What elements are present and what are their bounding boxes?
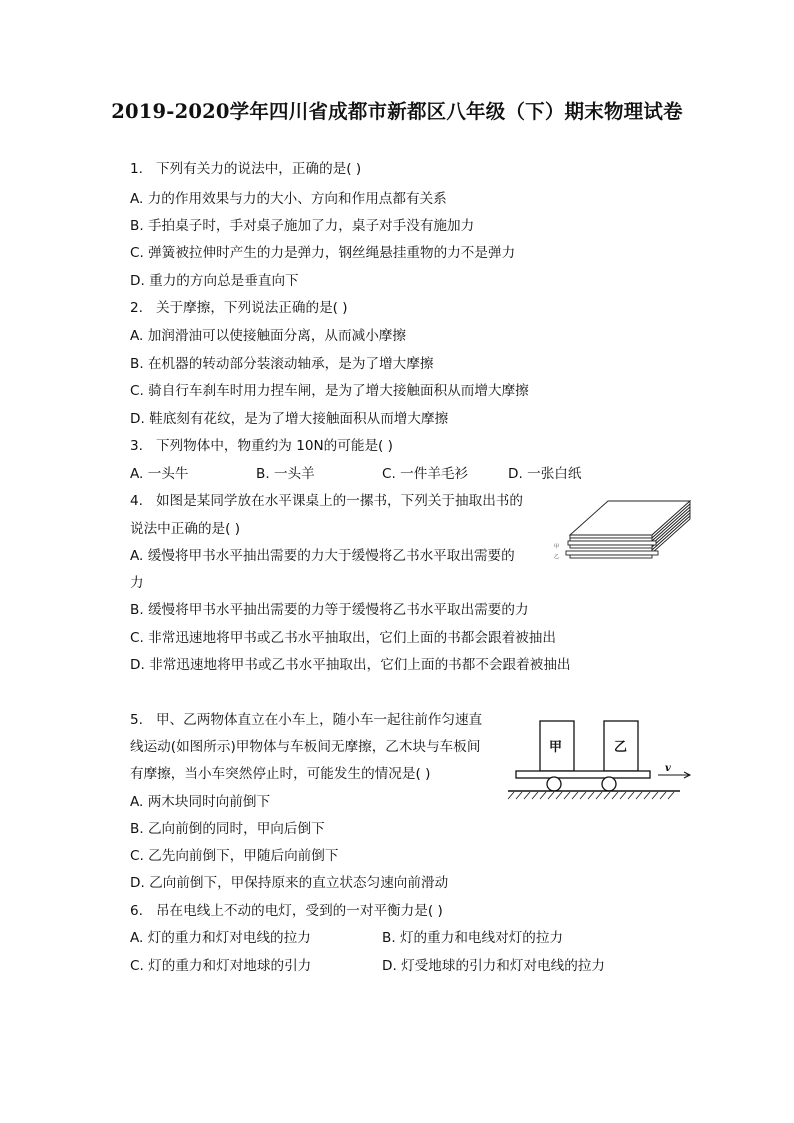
q2-option-d: D. 鞋底刻有花纹，是为了增大接触面积从而增大摩擦 xyxy=(130,411,449,427)
question-text: 下列有关力的说法中，正确的是( ) xyxy=(155,161,362,177)
q4-option-d: D. 非常迅速地将甲书或乙书水平抽取出，它们上面的书都不会跟着被抽出 xyxy=(130,657,571,673)
question-5-stem-line3: 有摩擦，当小车突然停止时，可能发生的情况是( ) xyxy=(130,766,431,782)
q5-option-a: A. 两木块同时向前倒下 xyxy=(130,794,271,810)
question-4-stem-continued: 说法中正确的是( ) xyxy=(130,521,241,537)
q2-option-b: B. 在机器的转动部分装滚动轴承，是为了增大摩擦 xyxy=(130,356,434,372)
velocity-label: v xyxy=(665,763,671,774)
page-title: 2019-2020学年四川省成都市新都区八年级（下）期末物理试卷 xyxy=(111,100,683,123)
question-text: 下列物体中，物重约为 10N的可能是( ) xyxy=(155,438,393,454)
question-text: 如图是某同学放在水平课桌上的一摞书，下列关于抽取出书的 xyxy=(155,493,523,509)
q2-option-c: C. 骑自行车刹车时用力捏车闸，是为了增大接触面积从而增大摩擦 xyxy=(130,383,529,399)
q5-option-b: B. 乙向前倒的同时，甲向后倒下 xyxy=(130,821,325,837)
question-5-stem-line2: 线运动(如图所示)甲物体与车板间无摩擦，乙木块与车板间 xyxy=(130,739,481,755)
question-text: 关于摩擦，下列说法正确的是( ) xyxy=(155,300,348,316)
q5-option-d: D. 乙向前倒下，甲保持原来的直立状态匀速向前滑动 xyxy=(130,875,449,891)
q3-option-c: C. 一件羊毛衫 xyxy=(382,466,469,482)
question-text: 吊在电线上不动的电灯，受到的一对平衡力是( ) xyxy=(155,903,443,919)
q6-option-b: B. 灯的重力和电线对灯的拉力 xyxy=(382,930,564,946)
question-number: 4. xyxy=(130,493,143,509)
book-stack-figure xyxy=(548,497,698,567)
q1-option-c: C. 弹簧被拉伸时产生的力是弹力，钢丝绳悬挂重物的力不是弹力 xyxy=(130,245,516,261)
q1-option-b: B. 手拍桌子时，手对桌子施加了力，桌子对手没有施加力 xyxy=(130,218,475,234)
question-2-stem xyxy=(130,299,348,317)
block-label-yi: 乙 xyxy=(614,740,628,755)
question-6-stem xyxy=(130,902,443,920)
q4-option-b: B. 缓慢将甲书水平抽出需要的力等于缓慢将乙书水平取出需要的力 xyxy=(130,602,529,618)
question-3-stem xyxy=(130,437,393,455)
question-number: 6. xyxy=(130,903,143,919)
q1-option-d: D. 重力的方向总是垂直向下 xyxy=(130,273,299,289)
q4-option-a-continued: 力 xyxy=(130,575,144,591)
q6-option-d: D. 灯受地球的引力和灯对电线的拉力 xyxy=(382,958,606,974)
q6-option-a: A. 灯的重力和灯对电线的拉力 xyxy=(130,930,311,946)
question-number: 1. xyxy=(130,161,143,177)
q4-option-a: A. 缓慢将甲书水平抽出需要的力大于缓慢将乙书水平取出需要的 xyxy=(130,548,515,564)
block-label-jia: 甲 xyxy=(549,740,563,755)
q5-option-c: C. 乙先向前倒下，甲随后向前倒下 xyxy=(130,848,339,864)
question-text: 甲、乙两物体直立在小车上，随小车一起往前作匀速直 xyxy=(155,712,483,728)
question-4-stem xyxy=(130,492,523,510)
question-number: 3. xyxy=(130,438,143,454)
question-5-stem xyxy=(130,711,482,729)
question-1-stem xyxy=(130,160,361,178)
q3-option-b: B. 一头羊 xyxy=(256,466,315,482)
question-number: 2. xyxy=(130,300,143,316)
book-label-jia: 甲 xyxy=(554,544,560,550)
question-number: 5. xyxy=(130,712,143,728)
book-label-yi: 乙 xyxy=(554,554,560,560)
q4-option-c: C. 非常迅速地将甲书或乙书水平抽取出，它们上面的书都会跟着被抽出 xyxy=(130,630,556,646)
cart-figure xyxy=(508,712,698,802)
q1-option-a: A. 力的作用效果与力的大小、方向和作用点都有关系 xyxy=(130,191,447,207)
q3-option-d: D. 一张白纸 xyxy=(508,466,582,482)
q2-option-a: A. 加润滑油可以使接触面分离，从而减小摩擦 xyxy=(130,328,406,344)
q6-option-c: C. 灯的重力和灯对地球的引力 xyxy=(130,958,312,974)
q3-option-a: A. 一头牛 xyxy=(130,466,189,482)
